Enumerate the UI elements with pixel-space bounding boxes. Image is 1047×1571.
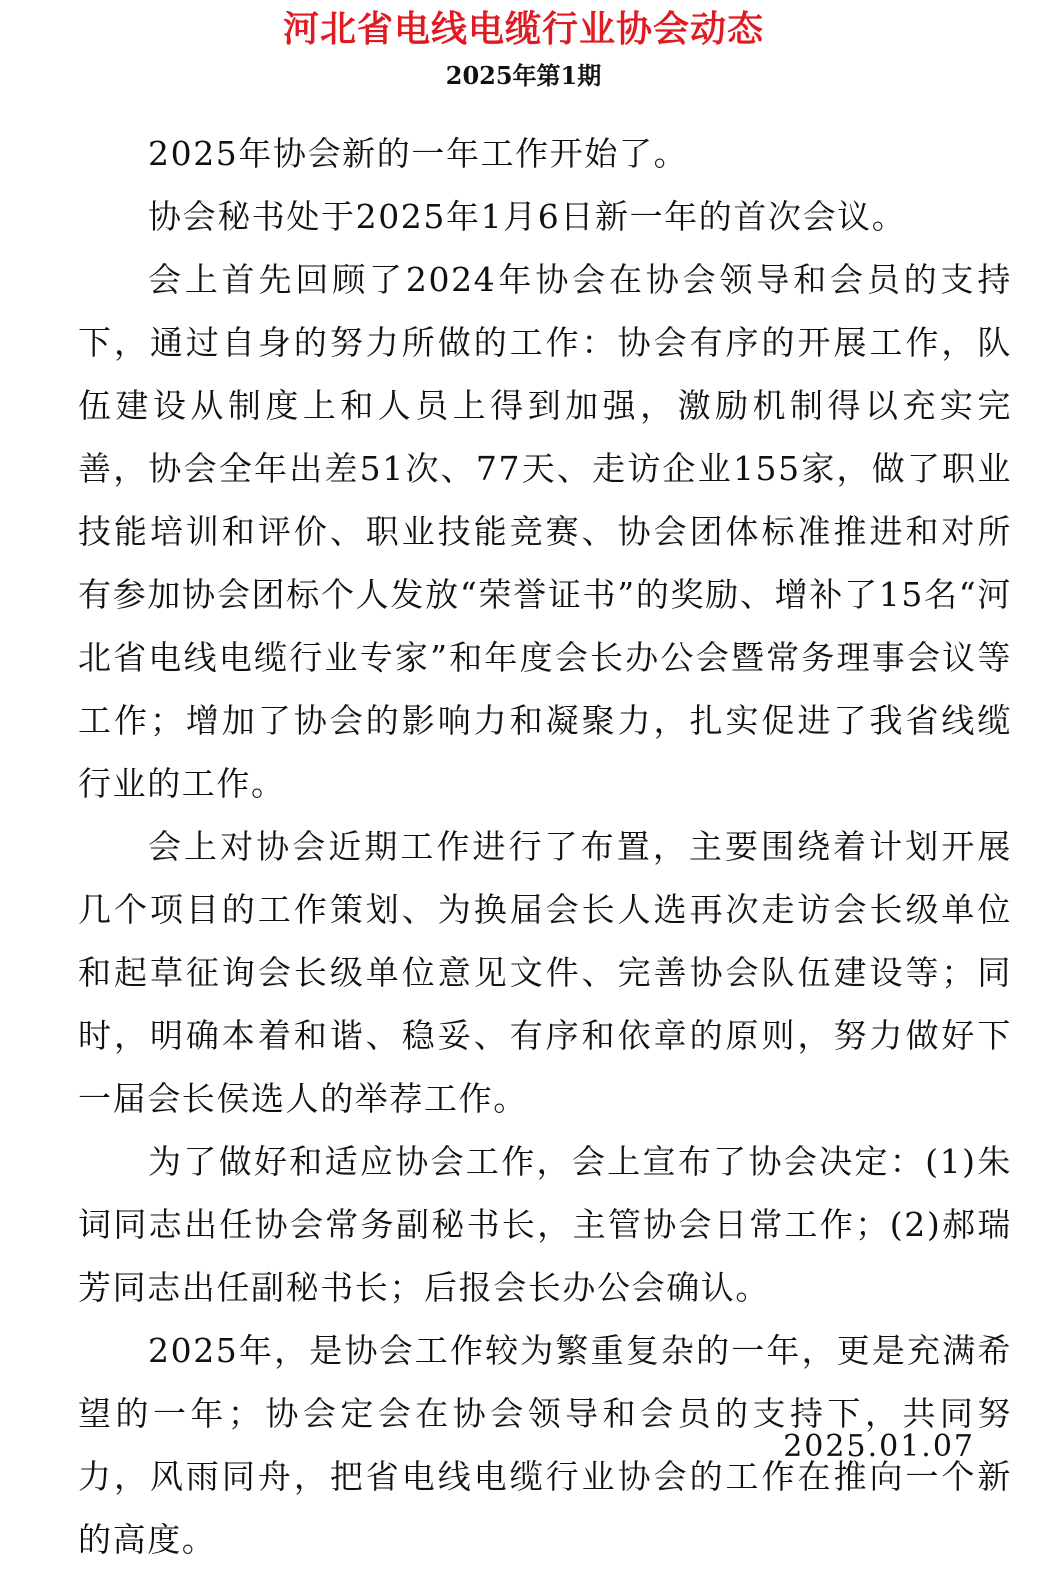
paragraph-decision: 为了做好和适应协会工作，会上宣布了协会决定：(1)朱词同志出任协会常务副秘书长，主管协会日常工作；(2)郝瑞芳同志出任副秘书长；后报会长办公会确认。 bbox=[78, 1142, 1012, 1307]
document-body bbox=[78, 122, 1012, 1571]
document-title: 河北省电线电缆行业协会动态 bbox=[282, 9, 764, 50]
paragraph-meeting: 协会秘书处于2025年1月6日新一年的首次会议。 bbox=[148, 197, 907, 236]
paragraph-review: 会上首先回顾了2024年协会在协会领导和会员的支持下，通过自身的努力所做的工作：协会有序的开展工作，队伍建设从制度上和人员上得到加强，激励机制得以充实完善，协会全年出差51次、77天、走访企业155家，做了职业技能培训和评价、职业技能竞赛、协会团体标准推进和对所有参加协会团标个人发放“荣誉证书”的奖励、增补了15名“河北省电线电缆行业专家”和年度会长办公会暨常务理事会议等工作；增加了协会的影响力和凝聚力，扎实促进了我省线缆行业的工作。 bbox=[78, 260, 1012, 803]
paragraph-plan: 会上对协会近期工作进行了布置，主要围绕着计划开展几个项目的工作策划、为换届会长人选再次走访会长级单位和起草征询会长级单位意见文件、完善协会队伍建设等；同时，明确本着和谐、稳妥、有序和依章的原则，努力做好下一届会长侯选人的举荐工作。 bbox=[78, 827, 1012, 1118]
document-date: 2025.01.07 bbox=[783, 1429, 975, 1464]
paragraph-outlook: 2025年，是协会工作较为繁重复杂的一年，更是充满希望的一年；协会定会在协会领导和会员的支持下，共同努力，风雨同舟，把省电线电缆行业协会的工作在推向一个新的高度。 bbox=[78, 1331, 1012, 1559]
issue-number: 2025年第1期 bbox=[445, 61, 602, 90]
paragraph-intro: 2025年协会新的一年工作开始了。 bbox=[148, 134, 689, 173]
